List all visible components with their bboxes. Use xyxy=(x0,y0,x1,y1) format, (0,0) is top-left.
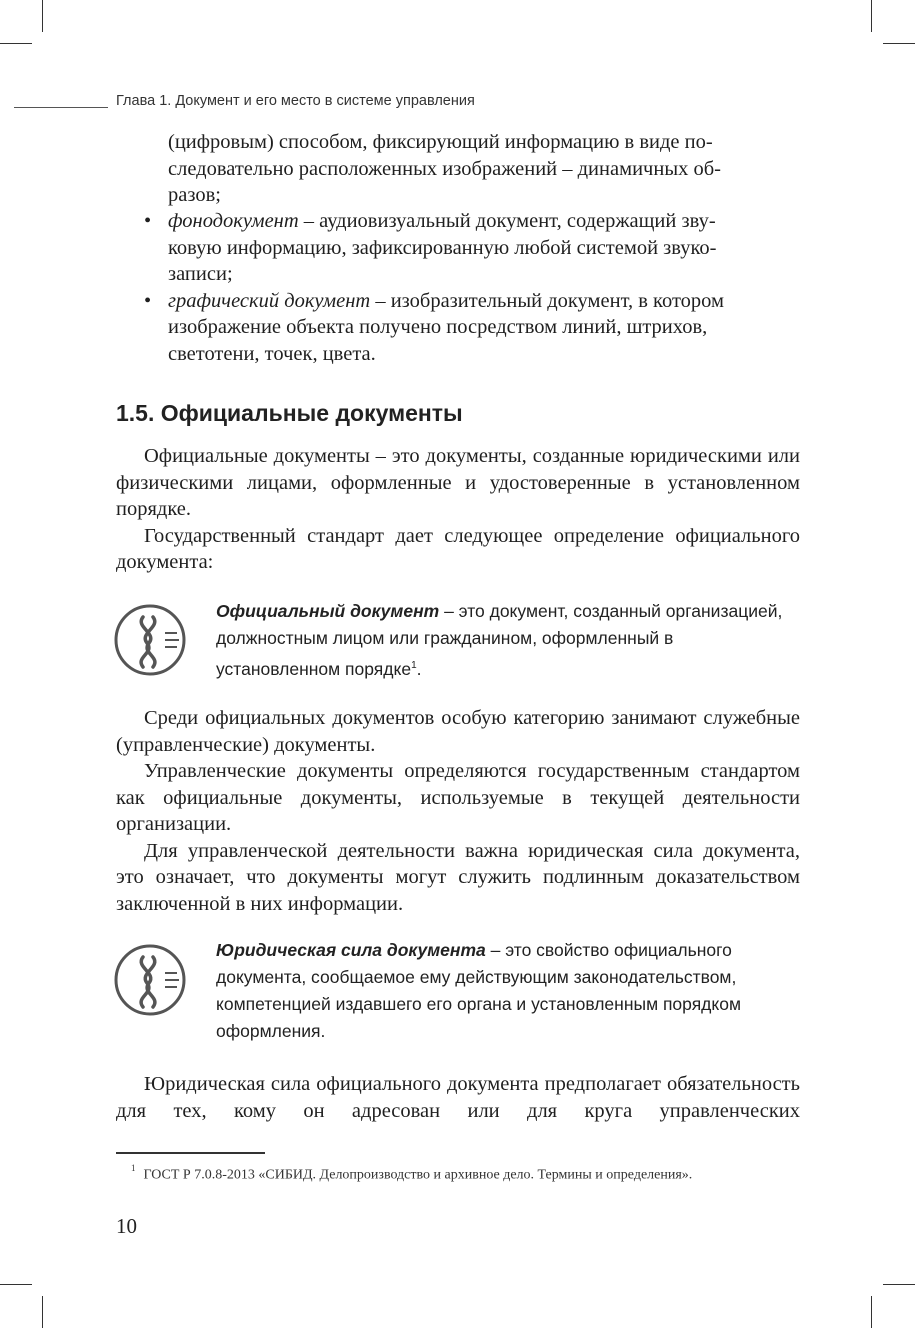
paragraph: Среди официальных документов особую категорию занимают служебные (управленческие) документы. xyxy=(116,707,800,756)
knot-icon xyxy=(113,943,187,1017)
crop-mark xyxy=(871,0,872,32)
paragraph: Юридическая сила официального документа предполагает обязательность для тех, кому он адресован или для круга управленческих xyxy=(116,1073,800,1122)
paragraph-group xyxy=(116,443,800,576)
footnote-ref[interactable]: 1 xyxy=(411,660,417,671)
section-heading: 1.5. Официальные документы xyxy=(116,400,463,426)
bullet-icon: • xyxy=(144,289,152,312)
intro-line: следовательно расположенных изображений – динамичных об- xyxy=(168,157,721,180)
page-number: 10 xyxy=(116,1214,137,1238)
definition-text: – это свойство официального документа, сообщаемое ему действующим законодательством, компетенцией издавшего его органа и установленным порядком оформления. xyxy=(216,940,742,1041)
crop-mark xyxy=(0,43,32,44)
paragraph: Государственный стандарт дает следующее определение официального документа: xyxy=(116,524,800,573)
bullet-icon: • xyxy=(144,210,152,232)
list-item xyxy=(116,288,800,368)
paragraph-group xyxy=(116,705,800,917)
list-cont: ковую информацию, зафиксированную любой системой звуко- xyxy=(168,236,717,259)
paragraph-group xyxy=(116,1071,800,1124)
header-rule xyxy=(14,107,108,108)
list-cont: светотени, точек, цвета. xyxy=(168,342,376,365)
paragraph: Для управленческой деятельности важна юридическая сила документа, это означает, что документы могут служить подлинным доказательством заключенной в них информации. xyxy=(116,839,800,915)
footnote-number: 1 xyxy=(131,1163,136,1173)
intro-line: (цифровым) способом, фиксирующий информацию в виде по- xyxy=(168,131,713,153)
crop-mark xyxy=(883,43,915,44)
running-title: Глава 1. Документ и его место в системе управления xyxy=(116,93,475,109)
definition-term: Юридическая сила документа xyxy=(216,940,486,960)
list-term: фонодокумент xyxy=(168,210,299,232)
knot-icon xyxy=(113,603,187,677)
intro-continuation xyxy=(168,129,800,209)
paragraph: Управленческие документы определяются государственным стандартом как официальные документы, используемые в текущей деятельности организации. xyxy=(116,760,800,835)
bullet-list xyxy=(116,208,800,367)
list-text: – изобразительный документ, в котором xyxy=(370,289,724,312)
intro-line: разов; xyxy=(168,184,221,206)
footnote-rule xyxy=(116,1152,265,1154)
crop-mark xyxy=(871,1296,872,1328)
list-item xyxy=(116,208,800,288)
crop-mark xyxy=(883,1284,915,1285)
list-term: графический документ xyxy=(168,289,371,312)
definition-text: – это документ, созданный организацией, должностным лицом или гражданином, оформленный в установленном порядке xyxy=(216,601,783,679)
list-cont: изображение объекта получено посредством линий, штрихов, xyxy=(168,316,708,338)
paragraph: Официальные документы – это документы, созданные юридическими или физическими лицами, оформленные и удостоверенные в установленном порядке. xyxy=(116,445,800,520)
crop-mark xyxy=(42,0,43,32)
list-cont: записи; xyxy=(168,263,233,285)
footnote-text: ГОСТ Р 7.0.8-2013 «СИБИД. Делопроизводство и архивное дело. Термины и определения». xyxy=(143,1167,693,1183)
definition-official-document xyxy=(216,598,801,683)
crop-mark xyxy=(0,1284,32,1285)
definition-end: . xyxy=(416,658,422,679)
definition-term: Официальный документ xyxy=(216,601,440,621)
definition-legal-force xyxy=(216,937,801,1045)
footnote xyxy=(131,1161,801,1185)
list-text: – аудиовизуальный документ, содержащий зву- xyxy=(298,210,716,232)
crop-mark xyxy=(42,1296,43,1328)
